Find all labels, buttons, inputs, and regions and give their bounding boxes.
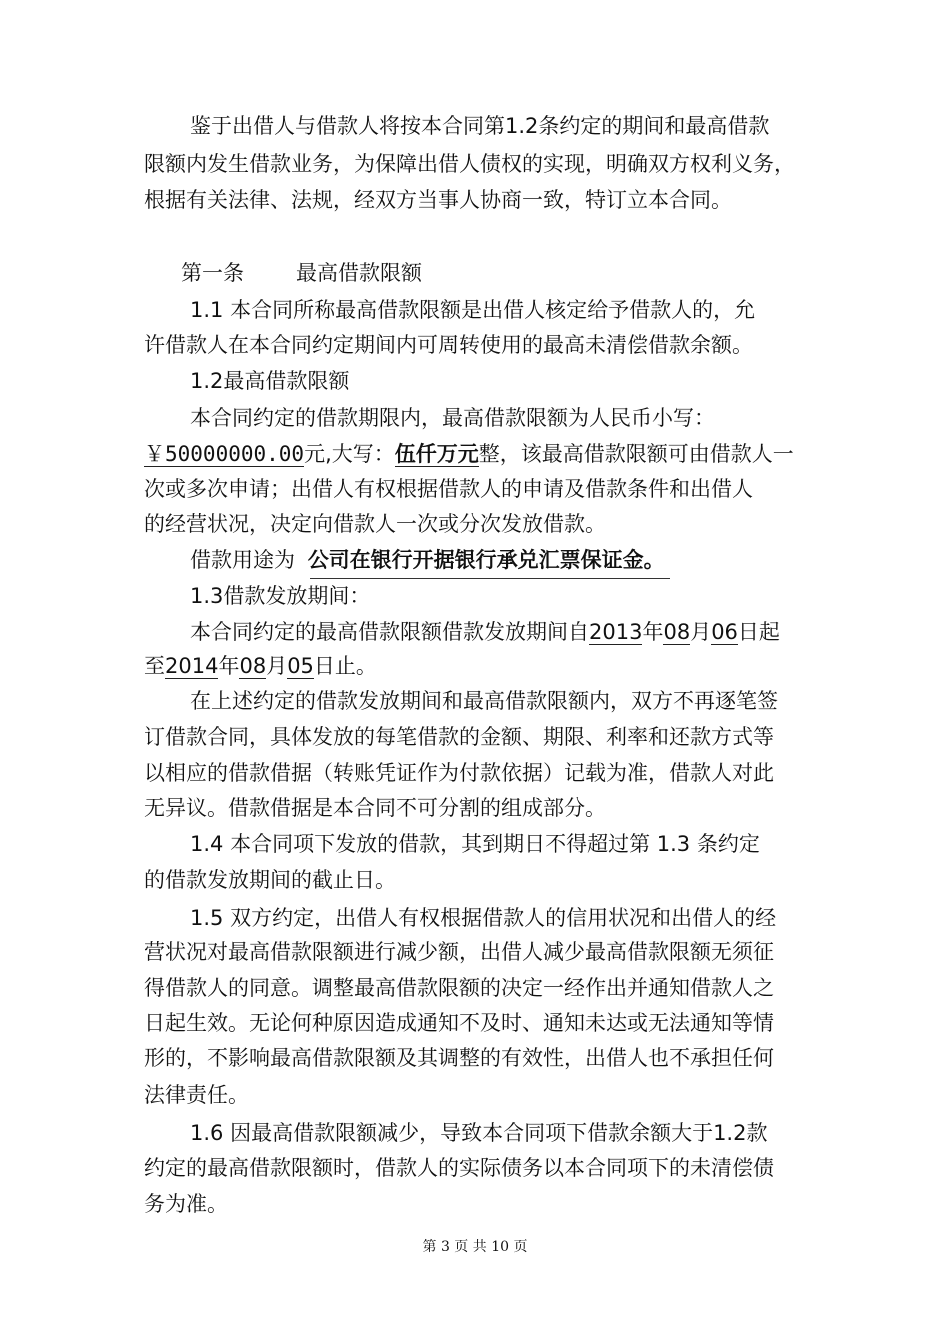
loan-purpose-underline [310, 578, 670, 579]
amount-big-field: 伍仟万元 [394, 442, 479, 466]
clause-1-3-para-2-line-4: 无异议。借款借据是本合同不可分割的组成部分。 [144, 796, 606, 820]
end-day-field: 05 [287, 654, 314, 678]
clause-1-2-title: 1.2最高借款限额 [190, 369, 350, 393]
clause-1-2-line-1: 本合同约定的借款期限内，最高借款限额为人民币小写： [190, 406, 715, 430]
end-year-field: 2014 [165, 654, 219, 678]
clause-1-1-line-2: 许借款人在本合同约定期间内可周转使用的最高未清偿借款余额。 [144, 333, 753, 357]
clause-1-5-line-3: 得借款人的同意。调整最高借款限额的决定一经作出并通知借款人之 [144, 976, 774, 1000]
end-month-field: 08 [239, 654, 267, 678]
clause-1-4-line-2: 的借款发放期间的截止日。 [144, 868, 396, 892]
clause-1-3-line-2 [144, 651, 377, 681]
start-suffix: 日起 [737, 620, 780, 644]
clause-1-6-line-3: 务为准。 [144, 1192, 228, 1216]
clause-1-5-line-4: 日起生效。无论何种原因造成通知不及时、通知未达或无法通知等情 [144, 1011, 774, 1035]
article-number: 第一条 [181, 261, 244, 285]
article-title: 最高借款限额 [296, 261, 422, 285]
clause-1-2-line-3: 次或多次申请；出借人有权根据借款人的申请及借款条件和出借人 [144, 477, 753, 501]
clause-1-6-line-1: 1.6 因最高借款限额减少，导致本合同项下借款余额大于1.2款 [190, 1121, 768, 1145]
clause-1-3-para-2-line-2: 订借款合同，具体发放的每笔借款的金额、期限、利率和还款方式等 [144, 725, 774, 749]
amount-small-suffix: 元,大写： [304, 442, 395, 466]
month-char: 月 [266, 654, 288, 678]
article-1-heading [181, 258, 422, 288]
clause-1-3-line-1 [190, 617, 780, 647]
clause-1-4-line-1: 1.4 本合同项下发放的借款，其到期日不得超过第 1.3 条约定 [190, 832, 760, 856]
loan-purpose-label: 借款用途为 [190, 548, 295, 572]
clause-1-5-line-2: 营状况对最高借款限额进行减少额，出借人减少最高借款限额无须征 [144, 940, 774, 964]
period-prefix: 本合同约定的最高借款限额借款发放期间自 [190, 620, 589, 644]
clause-1-3-para-2-line-3: 以相应的借款借据（转账凭证作为付款依据）记载为准，借款人对此 [144, 761, 774, 785]
amount-big-suffix: 整，该最高借款限额可由借款人一 [478, 442, 794, 466]
amount-small-field: ￥50000000.00 [144, 442, 305, 466]
end-suffix: 日止。 [313, 654, 377, 678]
clause-1-5-line-5: 形的，不影响最高借款限额及其调整的有效性，出借人也不承担任何 [144, 1046, 774, 1070]
clause-1-3-title: 1.3借款发放期间： [190, 584, 371, 608]
end-prefix: 至 [144, 654, 165, 678]
intro-line-1: 鉴于出借人与借款人将按本合同第1.2条约定的期间和最高借款 [190, 114, 770, 138]
start-month-field: 08 [663, 620, 691, 644]
year-char: 年 [642, 620, 664, 644]
intro-line-3: 根据有关法律、法规，经双方当事人协商一致，特订立本合同。 [144, 188, 732, 212]
clause-1-2-line-2 [144, 439, 794, 469]
page-number-footer: 第 3 页 共 10 页 [422, 1239, 528, 1255]
year-char: 年 [218, 654, 240, 678]
month-char: 月 [690, 620, 712, 644]
intro-line-2: 限额内发生借款业务，为保障出借人债权的实现，明确双方权利义务， [144, 152, 795, 176]
clause-1-1-line-1: 1.1 本合同所称最高借款限额是出借人核定给予借款人的，允 [190, 298, 756, 322]
clause-1-5-line-6: 法律责任。 [144, 1083, 249, 1107]
clause-1-5-line-1: 1.5 双方约定，出借人有权根据借款人的信用状况和出借人的经 [190, 906, 777, 930]
clause-1-6-line-2: 约定的最高借款限额时，借款人的实际债务以本合同项下的未清偿债 [144, 1156, 774, 1180]
start-day-field: 06 [711, 620, 738, 644]
clause-1-3-para-2-line-1: 在上述约定的借款发放期间和最高借款限额内，双方不再逐笔签 [190, 689, 778, 713]
loan-purpose-line [190, 545, 665, 575]
loan-purpose-value: 公司在银行开据银行承兑汇票保证金。 [307, 548, 665, 572]
clause-1-2-line-4: 的经营状况，决定向借款人一次或分次发放借款。 [144, 512, 606, 536]
start-year-field: 2013 [589, 620, 643, 644]
